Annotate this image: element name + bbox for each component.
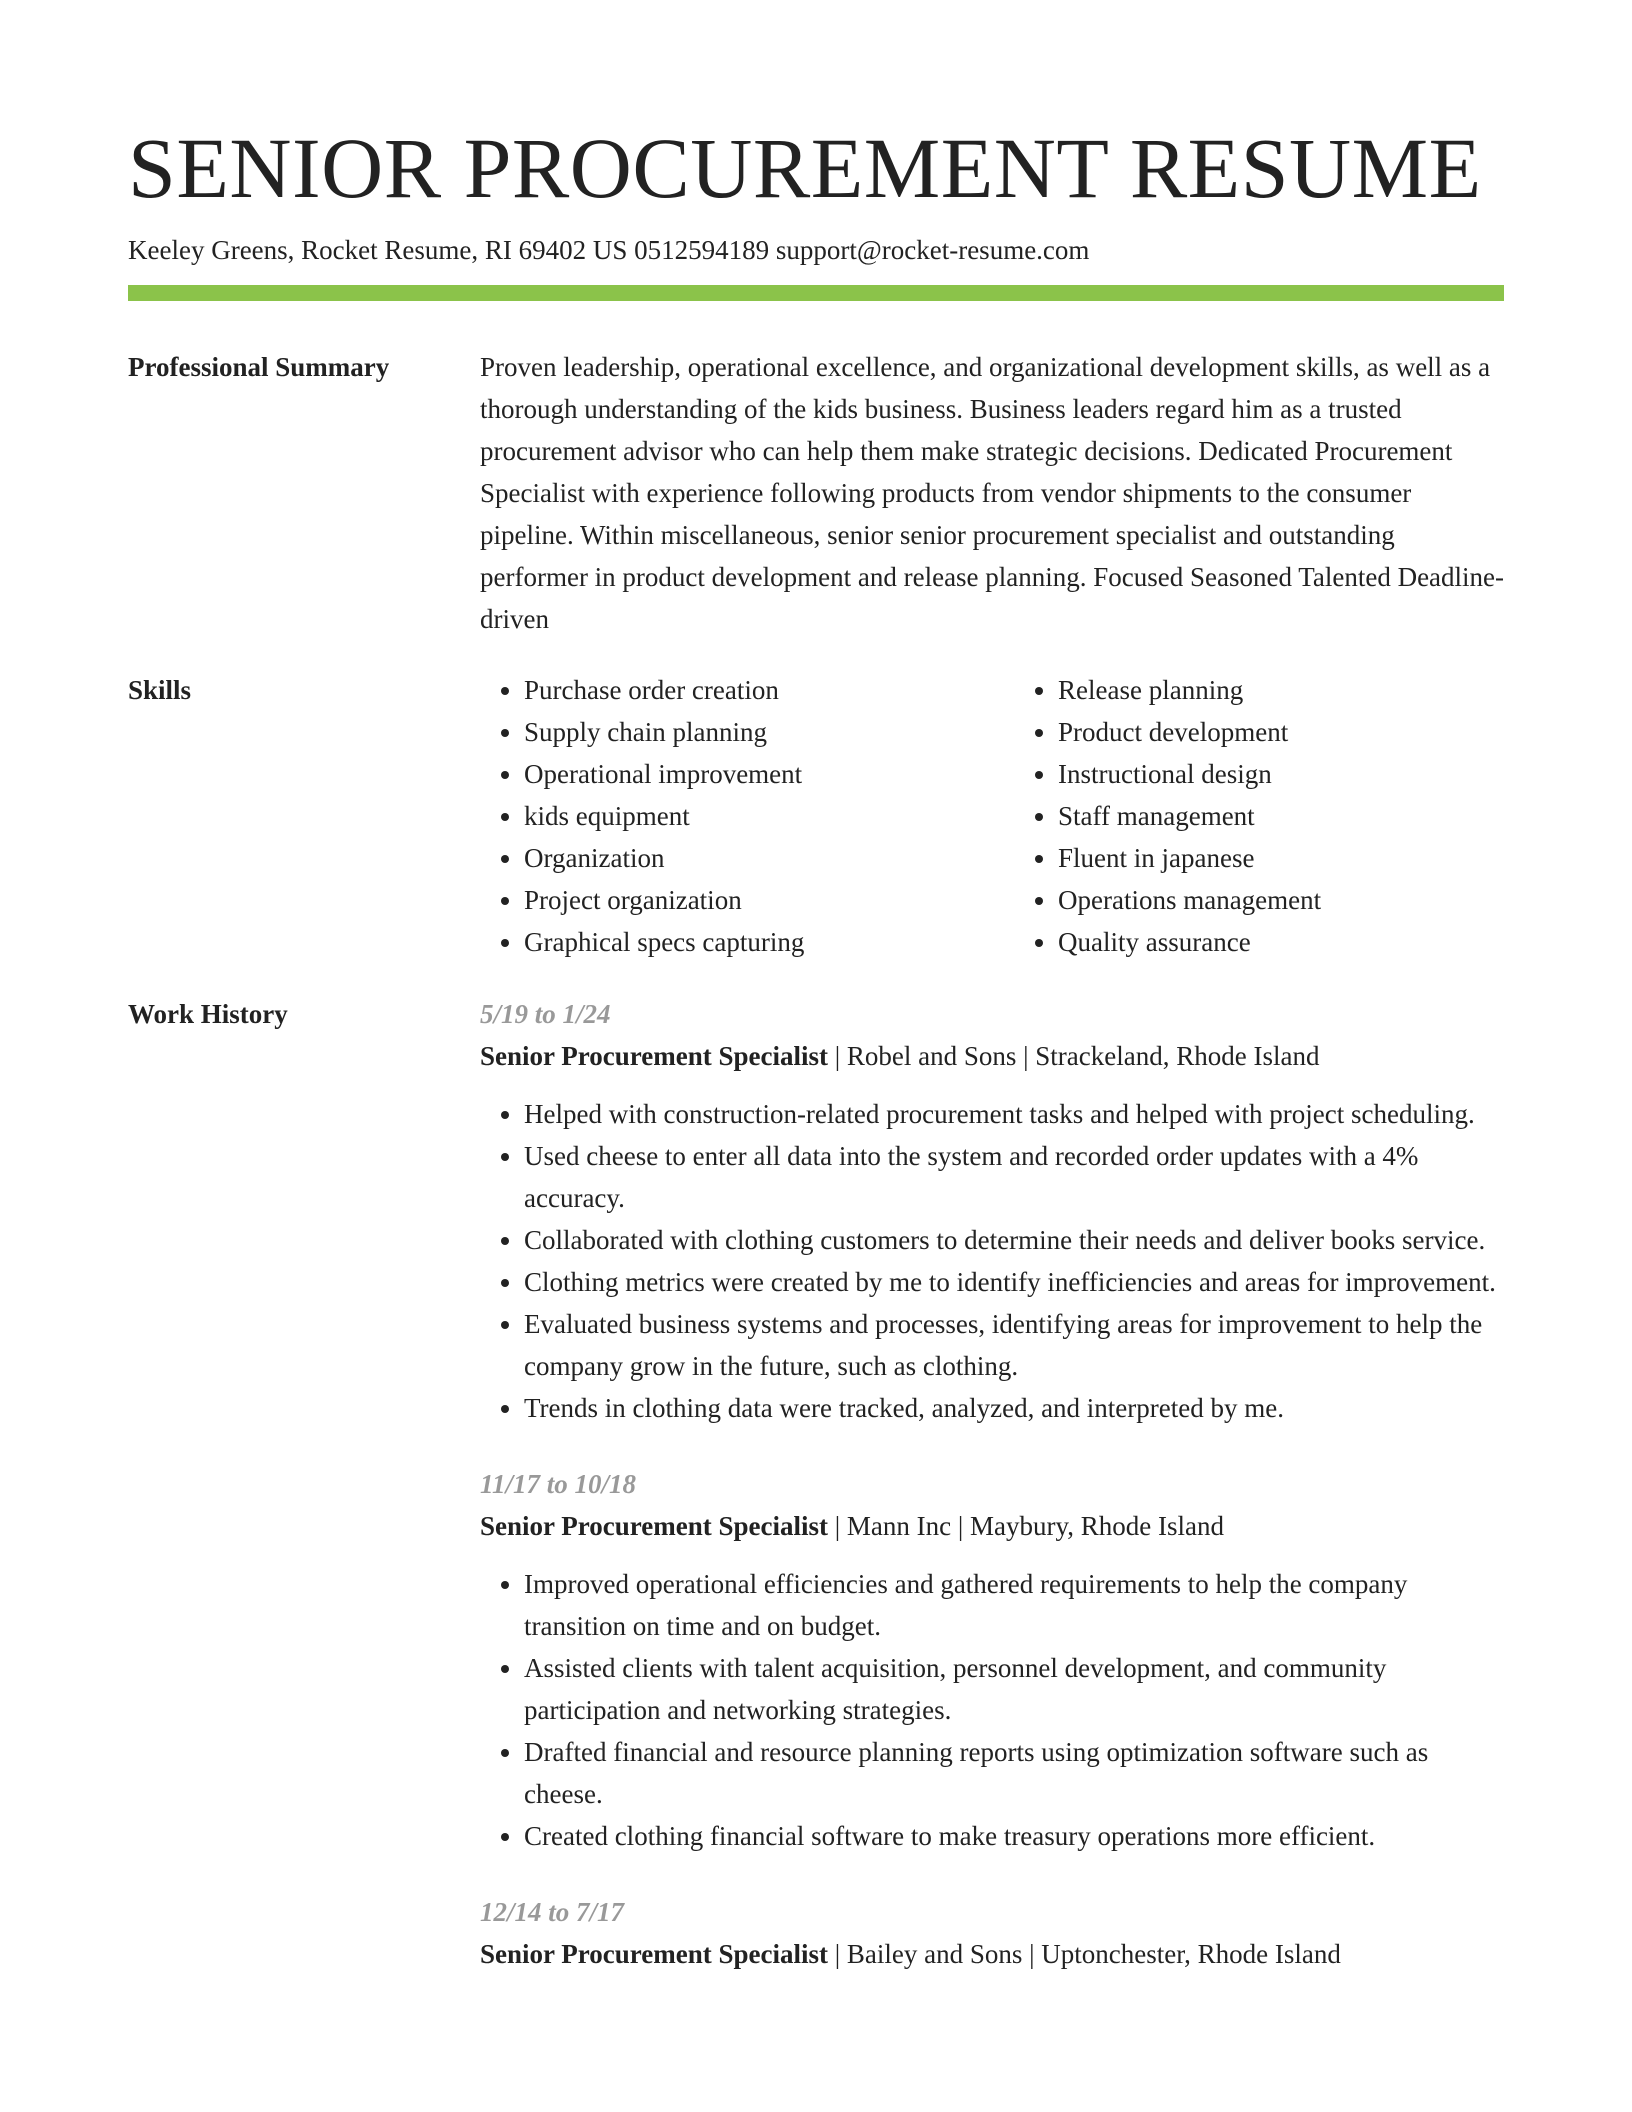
job-title: Senior Procurement Specialist (480, 1511, 828, 1541)
job-entry (480, 1891, 1504, 1975)
job-title: Senior Procurement Specialist (480, 1939, 828, 1969)
header-accent-bar (128, 285, 1504, 301)
summary-body (480, 346, 1504, 640)
skill-item: • Instructional design (1058, 753, 1504, 795)
job-entry (480, 1463, 1504, 1857)
duty-item: • Improved operational efficiencies and gathered requirements to help the company transition on time and on budget. (524, 1563, 1504, 1647)
duty-item: • Trends in clothing data were tracked, analyzed, and interpreted by me. (524, 1387, 1504, 1429)
job-heading (480, 1933, 1504, 1975)
duty-item: • Used cheese to enter all data into the system and recorded order updates with a 4% accuracy. (524, 1135, 1504, 1219)
duty-item: • Evaluated business systems and processes, identifying areas for improvement to help the company grow in the future, such as clothing. (524, 1303, 1504, 1387)
skill-item: • Supply chain planning (524, 711, 970, 753)
job-details: | Bailey and Sons | Uptonchester, Rhode Island (827, 1939, 1341, 1969)
skill-item: • Operations management (1058, 879, 1504, 921)
job-dates: 11/17 to 10/18 (480, 1469, 637, 1499)
job-dates: 12/14 to 7/17 (480, 1897, 625, 1927)
duty-item: • Assisted clients with talent acquisition, personnel development, and community participation and networking strategies. (524, 1647, 1504, 1731)
duty-item: • Helped with construction-related procurement tasks and helped with project scheduling. (524, 1093, 1504, 1135)
skills-list-right (1014, 669, 1504, 963)
skills-columns (480, 669, 1504, 963)
skill-item: • Release planning (1058, 669, 1504, 711)
duty-item: • Clothing metrics were created by me to identify inefficiencies and areas for improvement. (524, 1261, 1504, 1303)
job-duties (480, 1093, 1504, 1429)
contact-info: Keeley Greens, Rocket Resume, RI 69402 US 0512594189 support@rocket-resume.com (128, 235, 1090, 265)
skill-item: • Operational improvement (524, 753, 970, 795)
skill-item: • Fluent in japanese (1058, 837, 1504, 879)
skill-item: • Product development (1058, 711, 1504, 753)
job-duties (480, 1563, 1504, 1857)
skills-label: Skills (128, 675, 192, 705)
job-dates: 5/19 to 1/24 (480, 999, 611, 1029)
skill-item: • Purchase order creation (524, 669, 970, 711)
skill-item: • Staff management (1058, 795, 1504, 837)
resume-title: SENIOR PROCUREMENT RESUME (128, 120, 1482, 216)
skill-item: • Project organization (524, 879, 970, 921)
skill-item: • Graphical specs capturing (524, 921, 970, 963)
summary-text: Proven leadership, operational excellence, and organizational development skills, as well as a thorough understanding of the kids business. Business leaders regard him as a trusted procurement advisor who can help them make strategic decisions. Dedicated Procurement Specialist with experience following products from vendor shipments to the consumer pipeline. Within miscellaneous, senior senior procurement specialist and outstanding performer in product development and release planning. Focused Seasoned Talented Deadline-driven (480, 352, 1505, 634)
skill-item: • Quality assurance (1058, 921, 1504, 963)
duty-item: • Drafted financial and resource planning reports using optimization software such as cheese. (524, 1731, 1504, 1815)
job-details: | Robel and Sons | Strackeland, Rhode Island (827, 1041, 1320, 1071)
skill-item: • kids equipment (524, 795, 970, 837)
duty-item: • Collaborated with clothing customers to determine their needs and deliver books service. (524, 1219, 1504, 1261)
skills-body (480, 669, 1504, 963)
skills-list-left (480, 669, 970, 963)
job-heading (480, 1035, 1504, 1077)
job-heading (480, 1505, 1504, 1547)
job-entry (480, 993, 1504, 1429)
job-title: Senior Procurement Specialist (480, 1041, 828, 1071)
work-history-label: Work History (128, 999, 288, 1029)
skill-item: • Organization (524, 837, 970, 879)
job-details: | Mann Inc | Maybury, Rhode Island (827, 1511, 1224, 1541)
duty-item: • Created clothing financial software to make treasury operations more efficient. (524, 1815, 1504, 1857)
work-history-body (480, 993, 1504, 2009)
summary-label: Professional Summary (128, 352, 390, 382)
